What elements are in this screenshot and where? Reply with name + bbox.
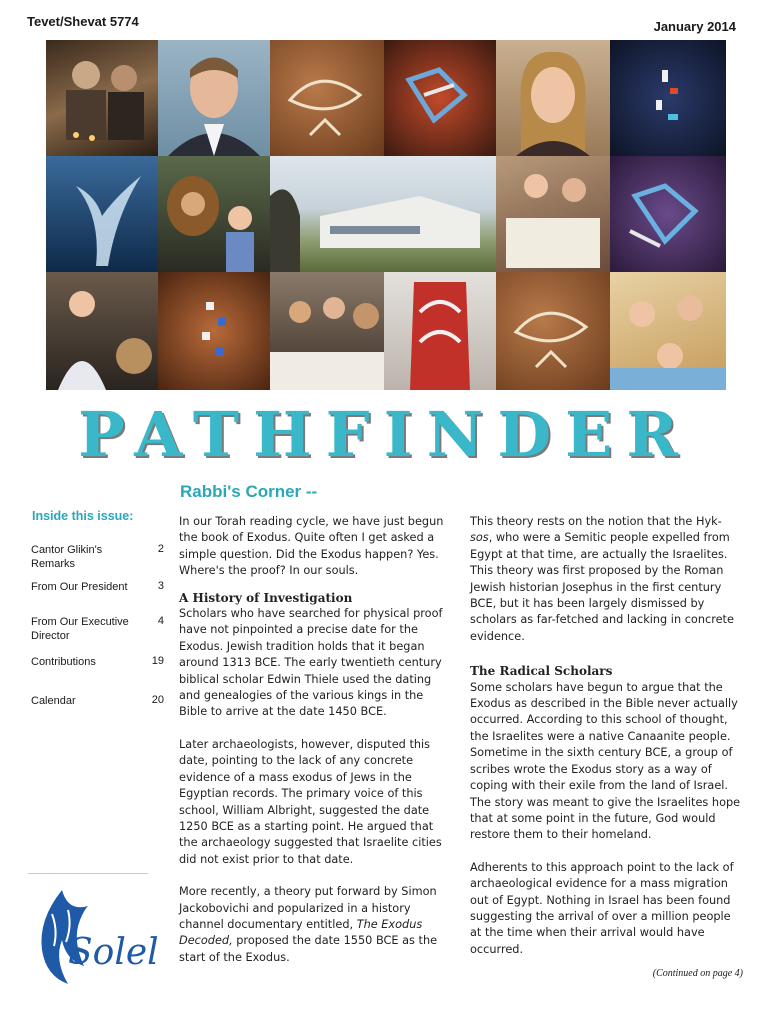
article-paragraph (179, 884, 451, 966)
photo-bat-mitzvah-art (46, 272, 158, 390)
section-heading: A History of Investigation (179, 590, 353, 605)
toc-item-page: 4 (157, 615, 164, 627)
continued-note: (Continued on page 4) (652, 968, 743, 979)
photo-synagogue-building-art (270, 156, 496, 272)
article-paragraph: In our Torah reading cycle, we have just begun the book of Exodus. Quite often I get asked a simple question. Did the Exodus happen? Yes. Where's the proof? In our souls. (179, 515, 444, 578)
photo-art-fish-2 (496, 272, 610, 390)
photo-candle-lighting (46, 40, 158, 156)
photo-costume-party (158, 156, 270, 272)
article-column-2 (470, 514, 744, 958)
photo-art-fish-2-art (496, 272, 610, 390)
toc-item-page: 19 (151, 655, 164, 667)
sidebar-divider (28, 873, 148, 874)
photo-dinner-group (270, 272, 384, 390)
photo-woman-portrait-art (496, 40, 610, 156)
toc-item-page: 20 (151, 694, 164, 706)
toc-item-title: Cantor Glikin's Remarks (31, 544, 103, 570)
photo-art-purple (610, 156, 726, 272)
photo-kids-torah (496, 156, 610, 272)
table-of-contents (31, 543, 166, 713)
photo-art-blue-dots-art (158, 272, 270, 390)
photo-art-fish (270, 40, 384, 156)
toc-item-title: From Our President (31, 581, 128, 593)
article-column-1 (179, 514, 451, 966)
toc-item-page: 2 (157, 543, 164, 555)
photo-mosaic (46, 40, 726, 390)
photo-art-dark-blue-art (610, 40, 726, 156)
toc-item-page: 3 (157, 580, 164, 592)
photo-kids-group-art (610, 272, 726, 390)
toc-item-title: From Our Executive Director (31, 616, 129, 642)
photo-glass-sculpture (46, 156, 158, 272)
photo-art-red-tapestry-art (384, 272, 496, 390)
article-paragraph: Later archaeologists, however, disputed this date, pointing to the lack of any concrete evidence of a mass exodus of Jews in the Egyptian records. The primary voice of this school, William Albright, suggested the date 1250 BCE as a starting point. He argued that the archaeology suggested that Israelite cities did not exist prior to that date. (179, 737, 442, 866)
article-paragraph (470, 514, 744, 645)
article-paragraph: Scholars who have searched for physical proof have not pinpointed a precise date for the Exodus. Jewish tradition holds that it began around 1313 BCE. The early twentieth century biblical scholar Edwin Thiele used the dating and genealogies of the various kings in the Bible to arrive at the date 1450 BCE. (179, 607, 443, 719)
documentary-title: The Exodus Decoded, (179, 917, 423, 948)
inside-issue-heading: Inside this issue: (32, 509, 134, 523)
article-text: This theory rests on the notion that the Hyk- (470, 515, 722, 528)
solel-logo-text: Solel (68, 932, 159, 973)
photo-glass-sculpture-art (46, 156, 158, 272)
photo-art-purple-art (610, 156, 726, 272)
photo-kids-group (610, 272, 726, 390)
photo-man-portrait (158, 40, 270, 156)
article-paragraph: Adherents to this approach point to the lack of archaeological evidence for a mass migration out of Egypt. Nothing in Israel has been found suggesting the arrival of over a million people at the time when their arrival would have occurred. (470, 860, 734, 956)
solel-logo (28, 880, 159, 990)
photo-art-mosaic-red (384, 40, 496, 156)
photo-art-dark-blue (610, 40, 726, 156)
article-text: , who were a Semitic people expelled from Egypt at that time, are actually the Israelites. This theory was first proposed by the Roman Jewish historian Josephus in the first century BCE, but it has been largely dismissed by scholars as far-fetched and lacking in concrete evidence. (470, 531, 734, 643)
issue-date-hebrew: Tevet/Shevat 5774 (27, 14, 139, 29)
photo-kids-torah-art (496, 156, 610, 272)
article-text: More recently, a theory put forward by Simon Jackobovichi and popularized in a history channel documentary entitled, (179, 885, 437, 931)
section-heading: The Radical Scholars (470, 664, 613, 679)
photo-art-blue-dots (158, 272, 270, 390)
article-title: Rabbi's Corner -- (180, 482, 318, 501)
hyksos-term: sos (470, 531, 489, 545)
article-text: proposed the date 1550 BCE as the start of the Exodus. (179, 934, 438, 964)
photo-candle-lighting-art (46, 40, 158, 156)
photo-dinner-group-art (270, 272, 384, 390)
photo-art-fish-art (270, 40, 384, 156)
article-paragraph: Some scholars have begun to argue that the Exodus as described in the Bible never actually occurred. According to this school of thought, the Israelites were a native Canaanite people. Sometime in the sixth century BCE, a group of scribes wrote the Exodus story as a way of coping with their exile from the land of Israel. The story was meant to give the Israelites hope that at some point in the future, God would restore them to their homeland. (470, 680, 741, 842)
photo-costume-party-art (158, 156, 270, 272)
photo-art-red-tapestry (384, 272, 496, 390)
toc-item-title: Calendar (31, 695, 76, 707)
photo-man-portrait-art (158, 40, 270, 156)
photo-woman-portrait (496, 40, 610, 156)
newsletter-masthead: PATHFINDER (78, 398, 692, 471)
photo-bat-mitzvah (46, 272, 158, 390)
photo-art-mosaic-red-art (384, 40, 496, 156)
issue-date: January 2014 (653, 19, 736, 34)
toc-item-title: Contributions (31, 656, 96, 668)
photo-synagogue-building (270, 156, 496, 272)
